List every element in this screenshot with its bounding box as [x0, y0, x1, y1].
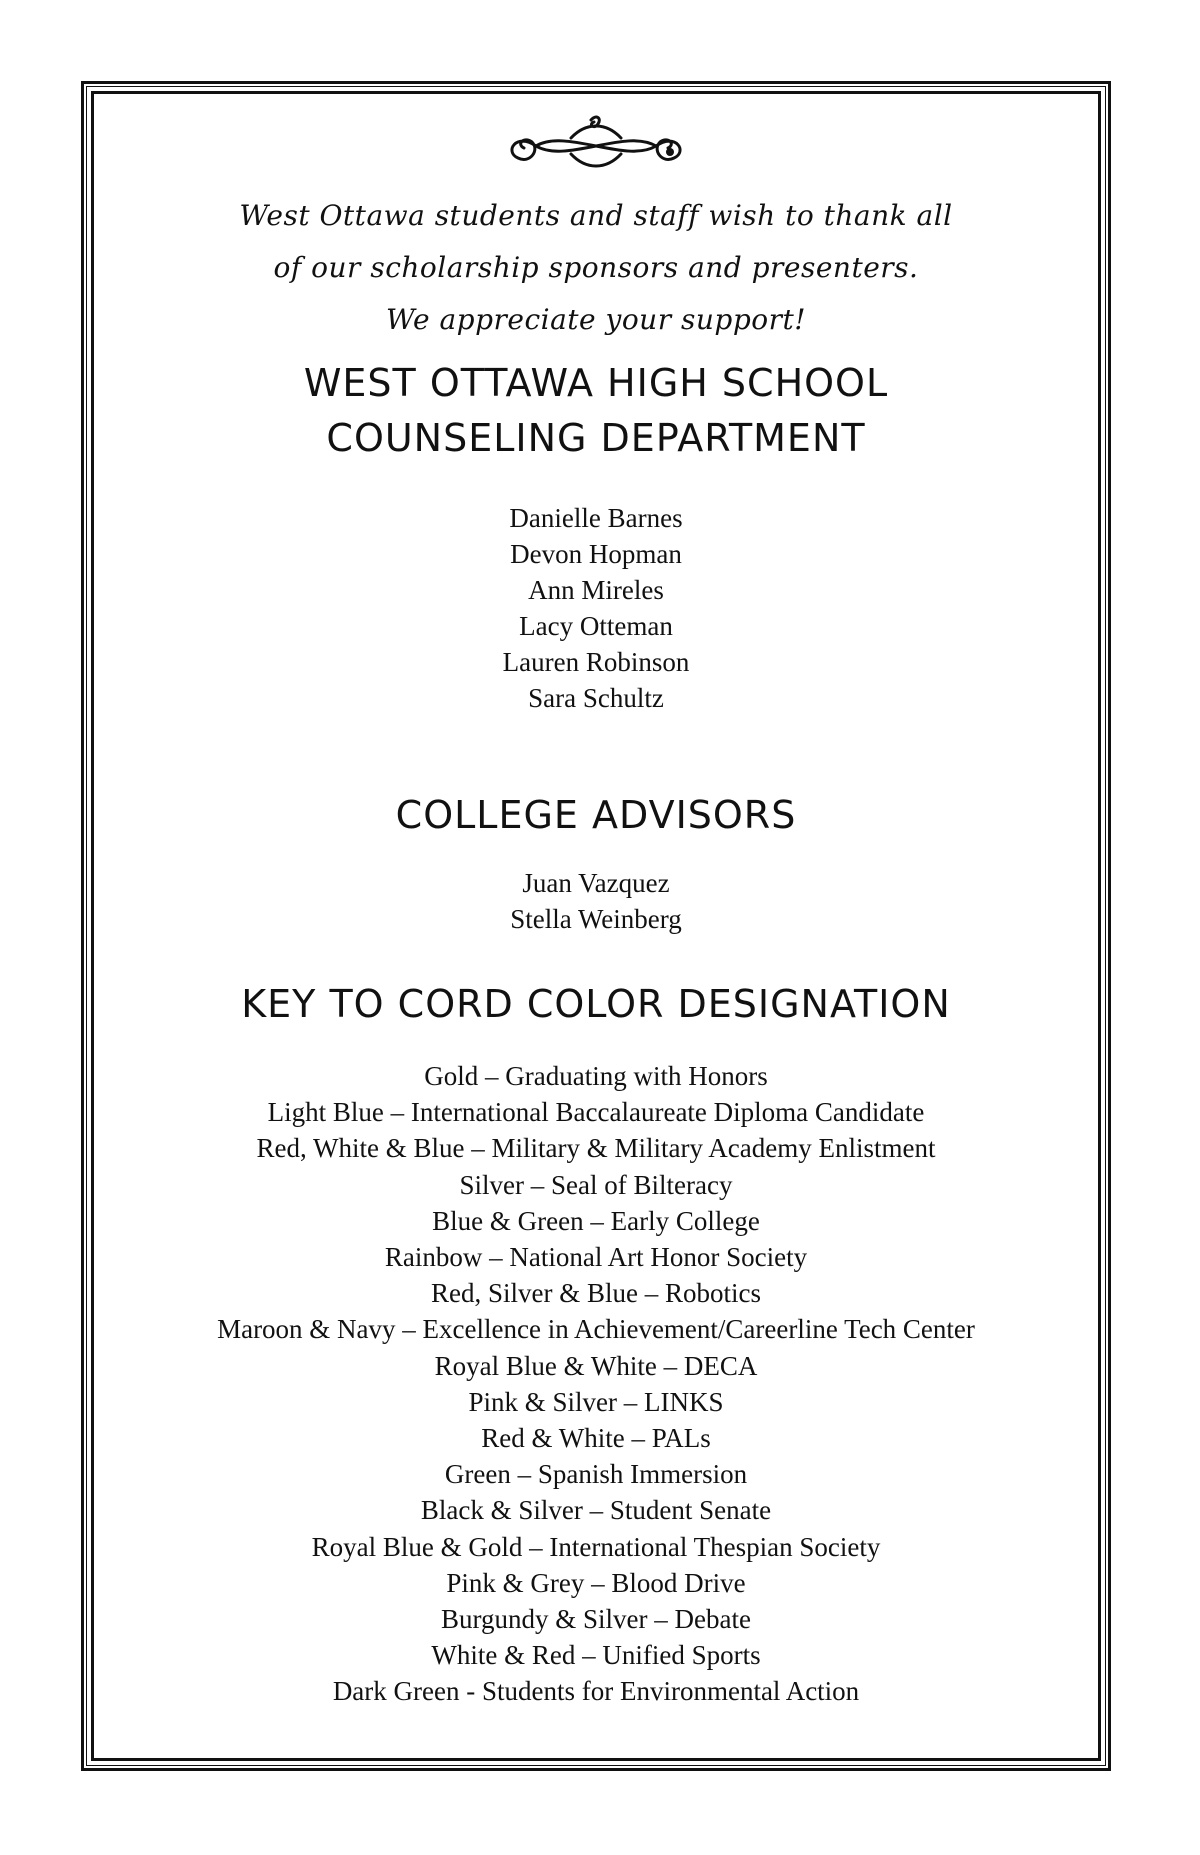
- list-item: Ann Mireles: [528, 575, 664, 605]
- list-item: Light Blue – International Baccalaureate Diploma Candidate: [267, 1097, 925, 1128]
- thank-you-message: [94, 190, 1098, 346]
- list-item: Burgundy & Silver – Debate: [441, 1604, 751, 1635]
- list-item: Blue & Green – Early College: [432, 1205, 760, 1236]
- list-item: Black & Silver – Student Senate: [420, 1495, 772, 1526]
- title-line-school: WEST OTTAWA HIGH SCHOOL: [303, 361, 889, 405]
- thanks-line-3: We appreciate your support!: [385, 303, 806, 336]
- counseling-department-title: [94, 356, 1098, 466]
- list-item: Danielle Barnes: [509, 503, 683, 533]
- list-item: Red, Silver & Blue – Robotics: [431, 1278, 761, 1309]
- list-item: Red & White – PALs: [481, 1423, 711, 1454]
- thanks-line-1: West Ottawa students and staff wish to thank all: [239, 199, 953, 232]
- cord-color-list: [94, 1058, 1098, 1710]
- list-item: Royal Blue & White – DECA: [434, 1350, 758, 1381]
- list-item: White & Red – Unified Sports: [431, 1640, 761, 1671]
- list-item: Devon Hopman: [510, 539, 682, 569]
- list-item: Pink & Grey – Blood Drive: [446, 1567, 746, 1598]
- counseling-staff-list: [94, 500, 1098, 716]
- program-page: [94, 94, 1098, 1710]
- list-item: Maroon & Navy – Excellence in Achievement/Careerline Tech Center: [217, 1314, 975, 1345]
- cord-color-key-title: KEY TO CORD COLOR DESIGNATION: [241, 982, 951, 1026]
- college-advisors-title: COLLEGE ADVISORS: [395, 793, 797, 837]
- list-item: Royal Blue & Gold – International Thespian Society: [311, 1531, 881, 1562]
- list-item: Gold – Graduating with Honors: [424, 1061, 768, 1091]
- list-item: Juan Vazquez: [522, 868, 670, 898]
- list-item: Green – Spanish Immersion: [444, 1459, 748, 1490]
- list-item: Lacy Otteman: [519, 611, 673, 641]
- list-item: Stella Weinberg: [510, 904, 682, 934]
- list-item: Pink & Silver – LINKS: [468, 1386, 724, 1417]
- college-advisors-list: [94, 865, 1098, 937]
- thanks-line-2: of our scholarship sponsors and presenters.: [273, 251, 919, 284]
- ornamental-flourish-icon: [496, 112, 696, 176]
- list-item: Sara Schultz: [528, 683, 664, 713]
- list-item: Silver – Seal of Bilteracy: [459, 1169, 733, 1200]
- list-item: Rainbow – National Art Honor Society: [384, 1242, 808, 1273]
- list-item: Lauren Robinson: [502, 647, 690, 677]
- title-line-department: COUNSELING DEPARTMENT: [326, 416, 866, 460]
- list-item: Dark Green - Students for Environmental Action: [332, 1676, 860, 1707]
- list-item: Red, White & Blue – Military & Military Academy Enlistment: [256, 1133, 936, 1164]
